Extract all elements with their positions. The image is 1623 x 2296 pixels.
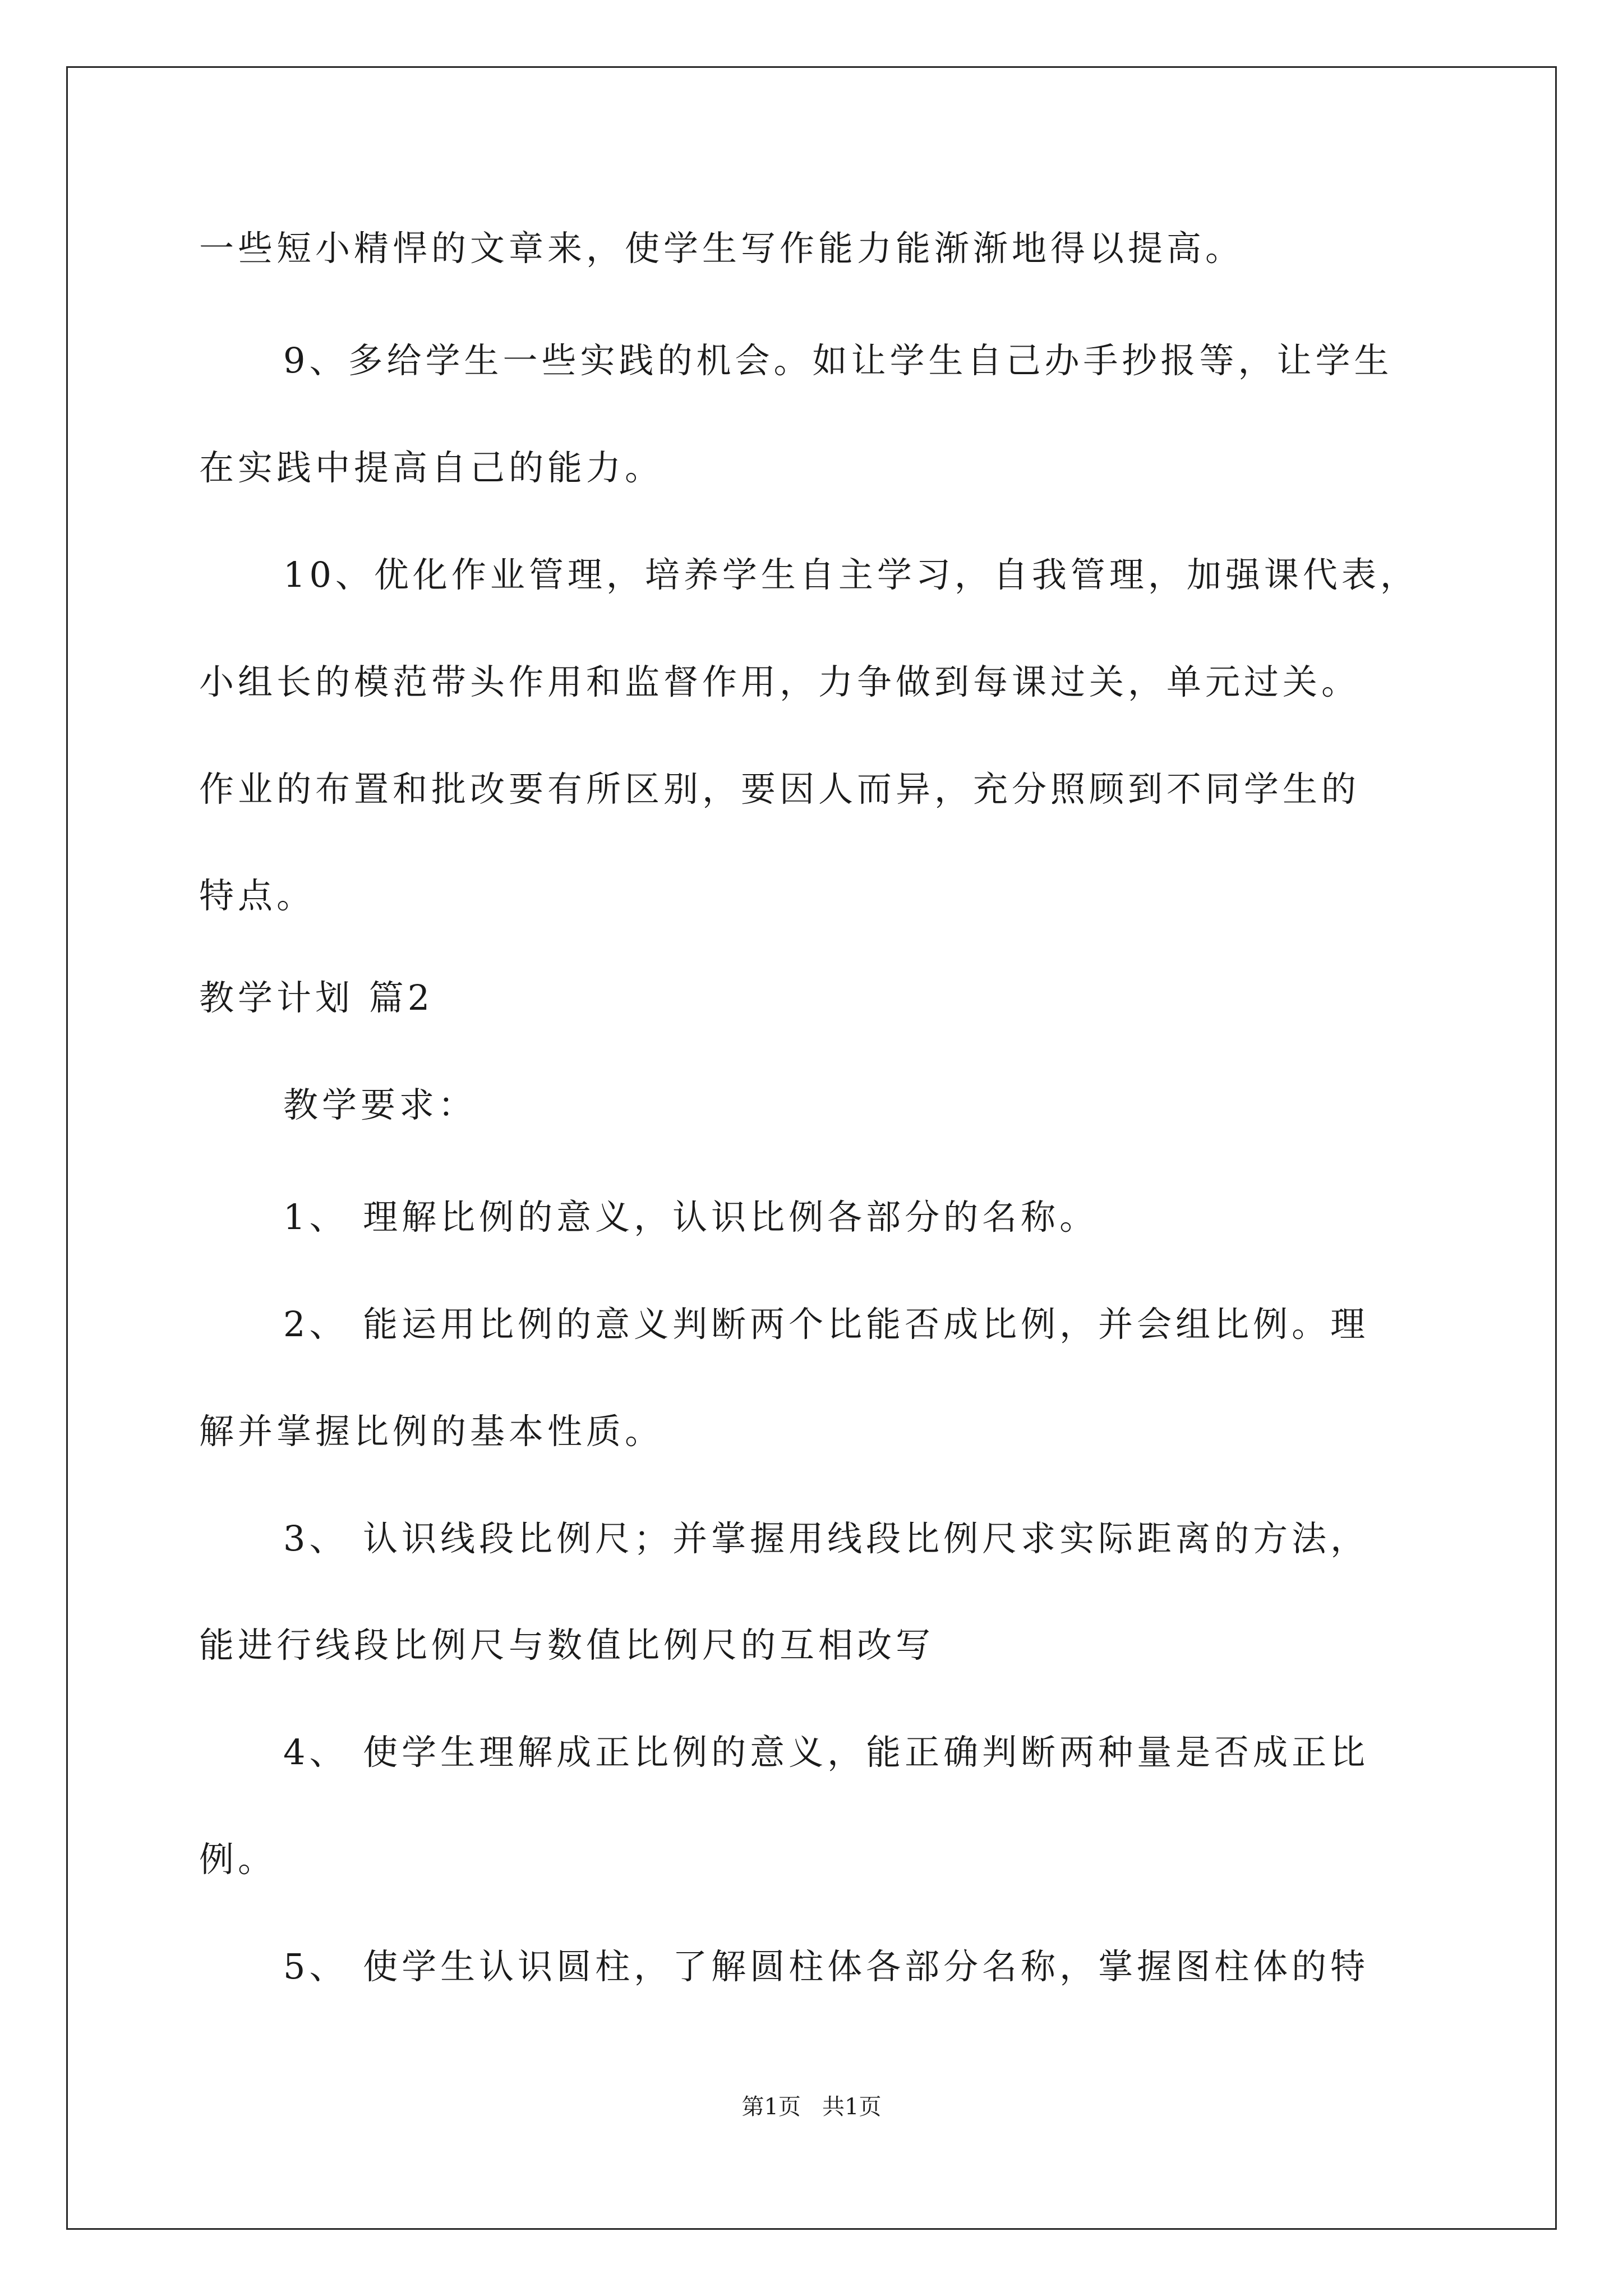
page-number: 第1页 共1页 xyxy=(741,2094,882,2120)
body-line: 小组长的模范带头作用和监督作用，力争做到每课过关，单元过关。 xyxy=(199,661,1361,702)
body-line: 例。 xyxy=(199,1839,277,1880)
body-line: 一些短小精悍的文章来，使学生写作能力能渐渐地得以提高。 xyxy=(199,228,1244,269)
body-line: 3、 认识线段比例尺；并掌握用线段比例尺求实际距离的方法， xyxy=(283,1518,1370,1559)
body-line: 特点。 xyxy=(199,875,316,916)
body-line: 2、 能运用比例的意义判断两个比能否成比例，并会组比例。理 xyxy=(283,1304,1370,1345)
body-line: 作业的布置和批改要有所区别，要因人而异，充分照顾到不同学生的 xyxy=(199,769,1361,809)
page-frame xyxy=(66,66,1557,2230)
section-heading: 教学计划 篇2 xyxy=(199,977,434,1018)
body-line: 5、 使学生认识圆柱，了解圆柱体各部分名称，掌握图柱体的特 xyxy=(283,1946,1370,1987)
body-line: 解并掌握比例的基本性质。 xyxy=(199,1411,664,1452)
body-line: 能进行线段比例尺与数值比例尺的互相改写 xyxy=(199,1625,935,1665)
body-line: 10、优化作业管理，培养学生自主学习，自我管理，加强课代表， xyxy=(283,554,1419,595)
body-line: 教学要求： xyxy=(283,1084,477,1125)
body-line: 在实践中提高自己的能力。 xyxy=(199,447,664,488)
body-line: 9、多给学生一些实践的机会。如让学生自己办手抄报等，让学生 xyxy=(283,340,1393,381)
body-line: 1、 理解比例的意义，认识比例各部分的名称。 xyxy=(283,1197,1099,1237)
body-line: 4、 使学生理解成正比例的意义，能正确判断两种量是否成正比 xyxy=(283,1732,1370,1773)
